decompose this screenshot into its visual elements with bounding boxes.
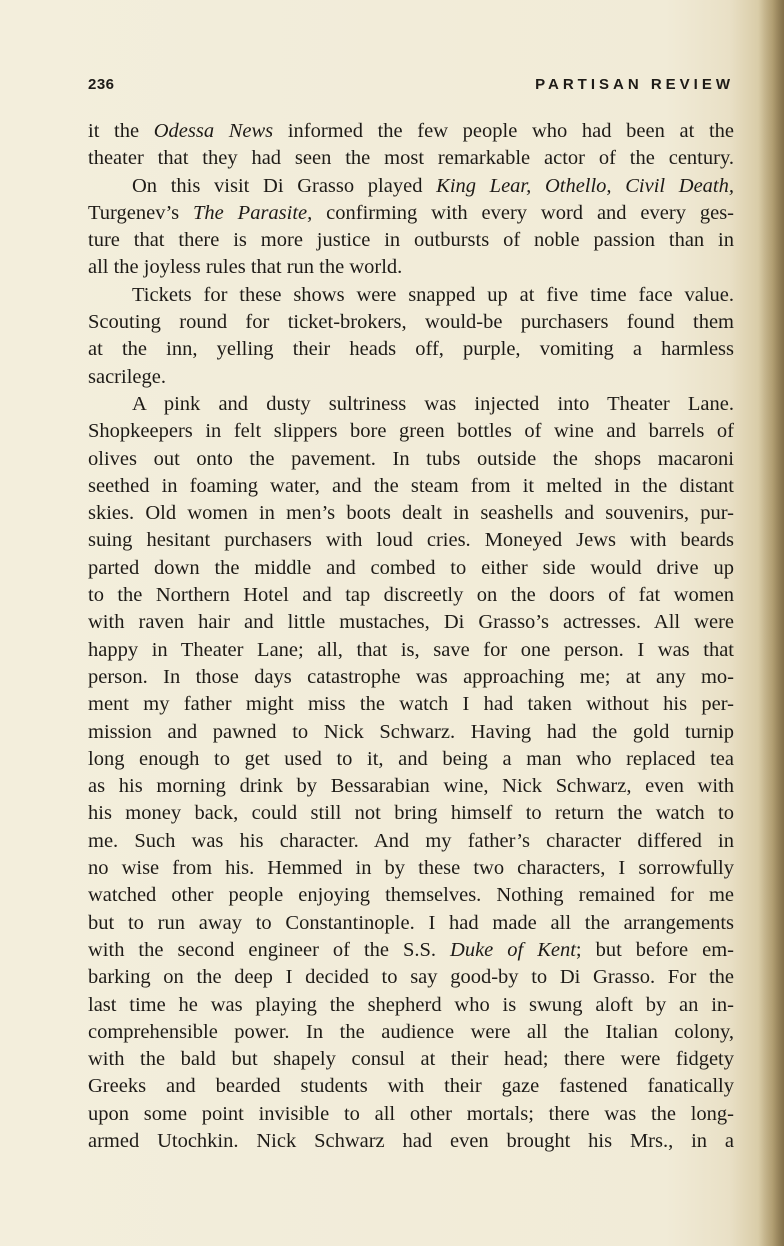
text-segment: Scouting round for ticket-brokers, would-be purchasers found them	[88, 311, 734, 334]
text-segment: barking on the deep I decided to say good-by to Di Grasso. For the	[88, 966, 734, 989]
italic-text: Duke of Kent	[450, 938, 576, 961]
text-segment: all the joyless rules that run the world.	[88, 256, 403, 279]
text-segment: but to run away to Constantinople. I had made all the arrangements	[88, 911, 734, 934]
text-segment: watched other people enjoying themselves. Nothing remained for me	[88, 884, 734, 907]
text-segment: his money back, could still not bring himself to return the watch to	[88, 802, 734, 825]
text-line	[88, 254, 734, 281]
text-segment: mission and pawned to Nick Schwarz. Having had the gold turnip	[88, 720, 734, 743]
text-line	[88, 500, 734, 527]
page-number: 236	[88, 76, 115, 93]
text-segment: seethed in foaming water, and the steam from it melted in the distant	[88, 474, 734, 497]
text-segment: long enough to get used to it, and being a man who replaced tea	[88, 747, 734, 770]
text-line	[88, 664, 734, 691]
text-segment: ture that there is more justice in outbursts of noble passion than in	[88, 229, 734, 252]
text-line	[88, 582, 734, 609]
text-line	[88, 855, 734, 882]
text-segment: skies. Old women in men’s boots dealt in seashells and souvenirs, pur-	[88, 502, 734, 525]
italic-text: Odessa News	[153, 120, 274, 142]
text-segment: Greeks and bearded students with their gaze fastened fanatically	[88, 1075, 734, 1098]
text-line	[88, 200, 734, 227]
text-segment: to the Northern Hotel and tap discreetly on the doors of fat women	[88, 584, 734, 607]
text-segment: A pink and dusty sultriness was injected into Theater Lane.	[132, 392, 734, 415]
text-segment: Turgenev’s	[88, 201, 194, 224]
text-line	[88, 473, 734, 500]
text-line	[88, 1073, 734, 1100]
body-text	[88, 118, 734, 1155]
text-line	[88, 145, 734, 172]
text-line	[88, 609, 734, 636]
text-segment: last time he was playing the shepherd who is swung aloft by an in-	[88, 993, 734, 1016]
text-line	[88, 555, 734, 582]
text-segment: parted down the middle and combed to either side would drive up	[88, 556, 734, 579]
text-line	[88, 1019, 734, 1046]
text-segment: no wise from his. Hemmed in by these two characters, I sorrowfully	[88, 857, 734, 880]
text-segment: it the	[88, 120, 154, 142]
text-segment: confirming with every word and every ges-	[312, 201, 735, 224]
text-line	[88, 282, 734, 309]
spine-shadow	[758, 0, 784, 1246]
text-segment: Shopkeepers in felt slippers bore green bottles of wine and barrels of	[88, 420, 734, 443]
text-segment: Tickets for these shows were snapped up at five time face value.	[132, 283, 734, 306]
text-line	[88, 964, 734, 991]
text-line	[88, 773, 734, 800]
text-line	[88, 336, 734, 363]
text-segment: informed the few people who had been at the	[273, 120, 734, 142]
text-segment: ; but before em-	[575, 938, 734, 961]
text-segment: with the second engineer of the S.S.	[88, 938, 451, 961]
text-line	[88, 910, 734, 937]
text-segment: upon some point invisible to all other mortals; there was the long-	[88, 1102, 734, 1125]
text-line	[88, 691, 734, 718]
text-segment: with raven hair and little mustaches, Di Grasso’s actresses. All were	[88, 611, 734, 634]
text-line	[88, 800, 734, 827]
text-segment: person. In those days catastrophe was approaching me; at any mo-	[88, 665, 734, 688]
text-line	[88, 1128, 734, 1155]
text-line	[88, 364, 734, 391]
text-line	[88, 1046, 734, 1073]
italic-text: King Lear, Othello, Civil Death,	[436, 174, 734, 197]
text-segment: me. Such was his character. And my father’s character differed in	[88, 829, 734, 852]
text-line	[88, 882, 734, 909]
text-line	[88, 527, 734, 554]
text-segment: comprehensible power. In the audience were all the Italian colony,	[88, 1020, 734, 1043]
text-segment: with the bald but shapely consul at their head; there were fidgety	[88, 1048, 734, 1071]
running-head: PARTISAN REVIEW	[535, 76, 734, 93]
text-line	[88, 828, 734, 855]
text-segment: ment my father might miss the watch I had taken without his per-	[88, 693, 734, 716]
text-line	[88, 637, 734, 664]
text-line	[88, 118, 734, 145]
text-line	[88, 418, 734, 445]
text-line	[88, 746, 734, 773]
text-line	[88, 446, 734, 473]
text-segment: as his morning drink by Bessarabian wine, Nick Schwarz, even with	[88, 775, 734, 798]
text-line	[88, 391, 734, 418]
text-line	[88, 1101, 734, 1128]
italic-text: The Parasite,	[193, 201, 313, 224]
text-segment: suing hesitant purchasers with loud cries. Moneyed Jews with beards	[88, 529, 734, 552]
text-line	[88, 173, 734, 200]
text-segment: On this visit Di Grasso played	[132, 174, 437, 197]
text-line	[88, 992, 734, 1019]
text-line	[88, 937, 734, 964]
text-segment: olives out onto the pavement. In tubs outside the shops macaroni	[88, 447, 734, 470]
text-segment: theater that they had seen the most remarkable actor of the century.	[88, 147, 734, 170]
text-segment: at the inn, yelling their heads off, purple, vomiting a harmless	[88, 338, 734, 361]
text-segment: armed Utochkin. Nick Schwarz had even brought his Mrs., in a	[88, 1129, 734, 1152]
text-line	[88, 719, 734, 746]
text-segment: happy in Theater Lane; all, that is, save for one person. I was that	[88, 638, 734, 661]
text-segment: sacrilege.	[88, 365, 166, 388]
text-line	[88, 227, 734, 254]
page-header	[88, 76, 734, 100]
text-line	[88, 309, 734, 336]
